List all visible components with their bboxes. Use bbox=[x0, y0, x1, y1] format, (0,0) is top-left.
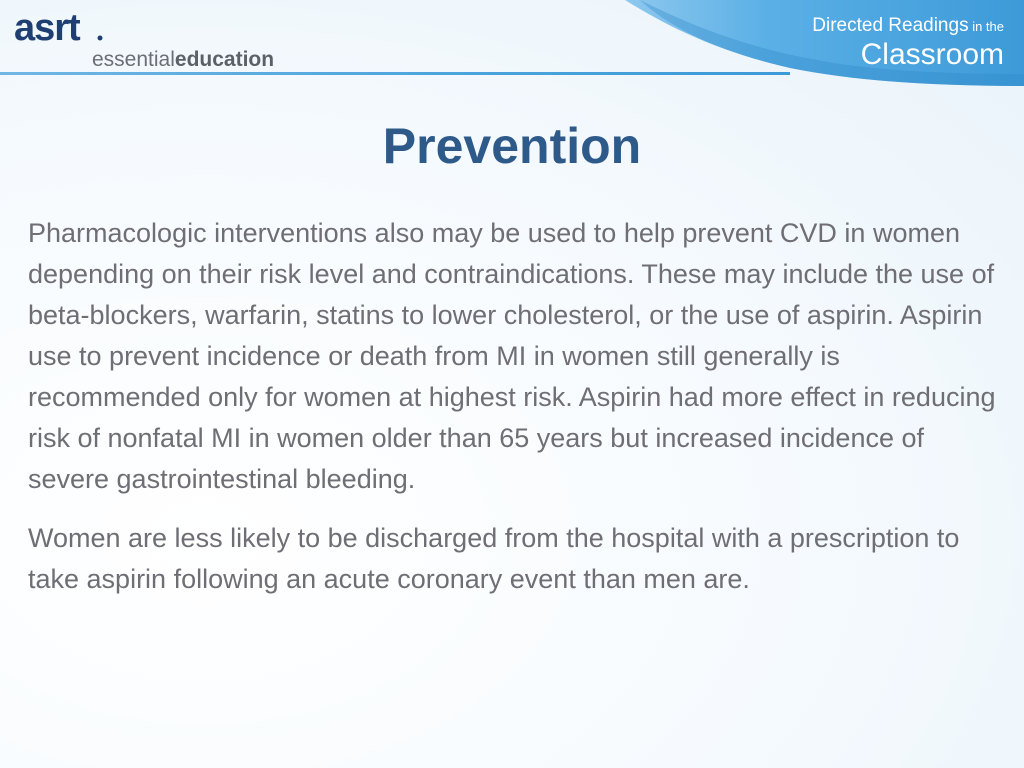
body-paragraph: Women are less likely to be discharged from the hospital with a prescription to take aspirin following an acute coronary event than men are. bbox=[28, 523, 960, 594]
series-brand-small: in the bbox=[968, 19, 1004, 34]
asrt-logo bbox=[14, 8, 304, 72]
tagline-light: essential bbox=[92, 48, 175, 71]
logo-tagline bbox=[92, 48, 274, 72]
series-brand-classroom: Classroom bbox=[860, 38, 1004, 71]
series-brand-main: Directed Readings bbox=[812, 15, 969, 36]
series-brand bbox=[794, 14, 1004, 71]
series-brand-line1 bbox=[794, 14, 1004, 39]
header-underline bbox=[0, 72, 790, 75]
logo-wordmark: asrt bbox=[14, 7, 80, 49]
logo-dot-icon bbox=[97, 35, 103, 41]
slide-title: Prevention bbox=[382, 118, 642, 174]
tagline-bold: education bbox=[174, 48, 275, 71]
body-paragraph: Pharmacologic interventions also may be used to help prevent CVD in women depending on their risk level and contraindications. These may include the use of beta-blockers, warfarin, statins to lower cholesterol, or the use of aspirin. Aspirin use to prevent incidence or death from MI in women still generally is recommended only for women at highest risk. Aspirin had more effect in reducing risk of nonfatal MI in women older than 65 years but increased incidence of severe gastrointestinal bleeding. bbox=[28, 218, 996, 494]
slide-body bbox=[28, 213, 1003, 600]
